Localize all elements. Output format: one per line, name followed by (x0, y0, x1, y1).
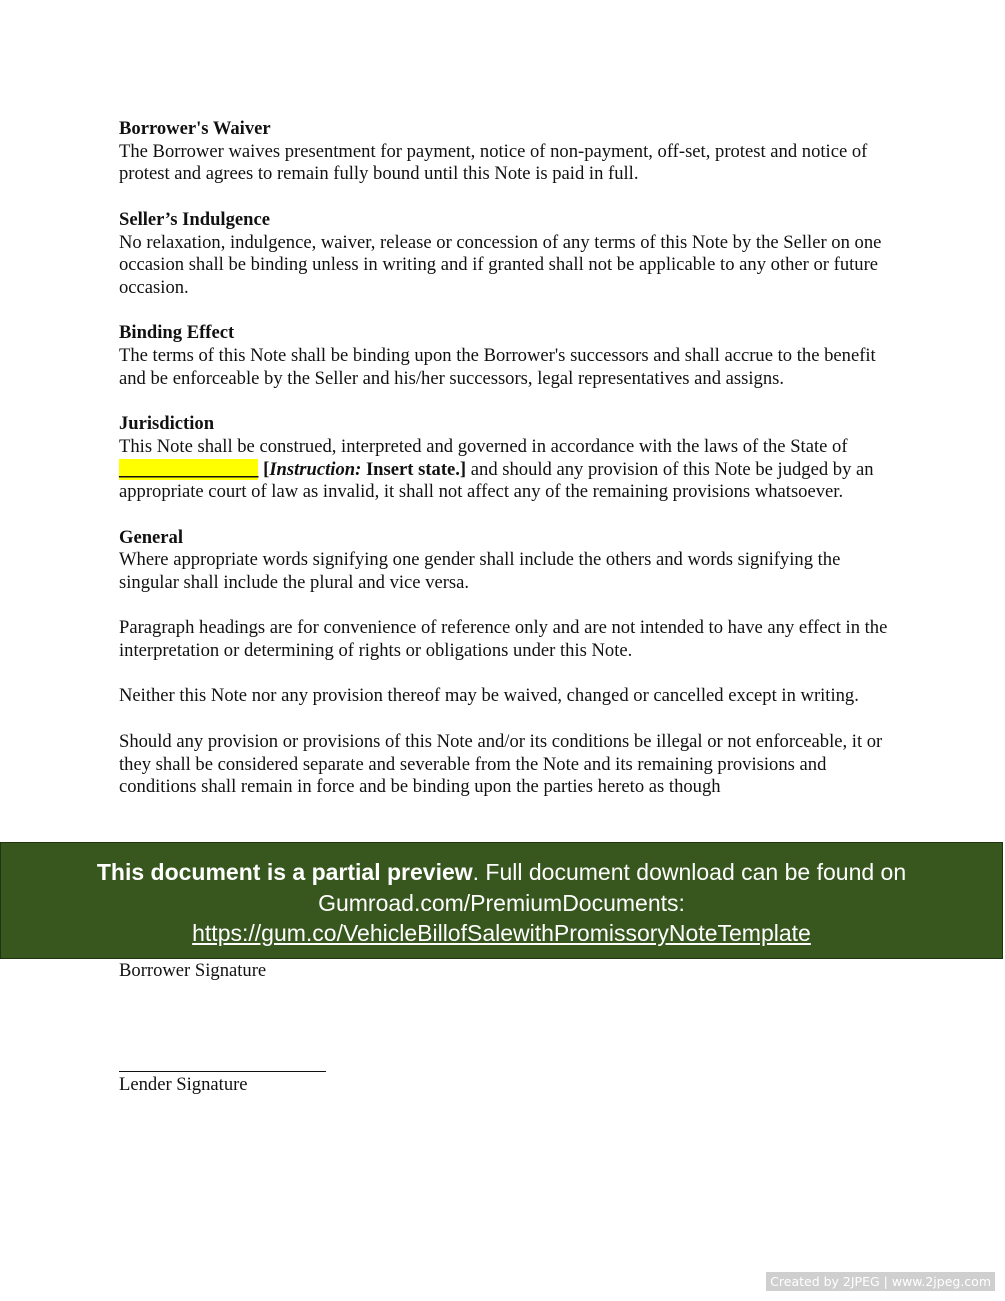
section-heading: Jurisdiction (119, 413, 215, 435)
lender-signature-line (119, 1071, 326, 1072)
general-paragraph: Paragraph headings are for convenience of reference only and are not intended to have any effect in the interpretation or determining of rights or obligations under this Note. (119, 617, 888, 662)
watermark: Created by 2JPEG | www.2jpeg.com (766, 1272, 995, 1291)
section-text (119, 436, 899, 504)
section-heading: General (119, 526, 184, 548)
section-sellers-indulgence (119, 209, 899, 300)
jurisdiction-text-after: and should any provision of this Note be judged by an appropriate court of law as invalid, it shall not affect any of the remaining provisions whatsoever. (119, 458, 874, 503)
section-text: No relaxation, indulgence, waiver, release or concession of any terms of this Note by the Seller on one occasion shall be binding unless in writing and if granted shall not be applicable to any other or future occasion. (119, 231, 882, 298)
banner-text: . Full document download can be found on Gumroad.com/PremiumDocuments: (318, 859, 907, 916)
document-body (119, 118, 899, 799)
lender-signature-label: Lender Signature (119, 1074, 248, 1095)
section-text: The Borrower waives presentment for payment, notice of non-payment, off-set, protest and notice of protest and agrees to remain fully bound until this Note is paid in full. (119, 140, 868, 185)
general-paragraph: Where appropriate words signifying one gender shall include the others and words signifying the singular shall include the plural and vice versa. (119, 549, 841, 593)
section-jurisdiction (119, 413, 899, 504)
banner-message (1, 857, 1002, 918)
general-paragraph: Neither this Note nor any provision thereof may be waived, changed or cancelled except in writing. (119, 685, 859, 707)
section-heading: Binding Effect (119, 322, 235, 344)
instruction-label: Instruction: (269, 458, 362, 480)
section-binding-effect (119, 322, 899, 390)
section-heading: Seller’s Indulgence (119, 208, 270, 230)
general-paragraph: Should any provision or provisions of this Note and/or its conditions be illegal or not enforceable, it or they shall be considered separate and severable from the Note and its remaining provisions and conditions shall remain in force and be binding upon the parties hereto as though (119, 730, 883, 798)
state-blank-field: _______________ (119, 458, 259, 480)
section-heading: Borrower's Waiver (119, 118, 271, 139)
partial-preview-banner (0, 842, 1003, 959)
jurisdiction-text-before: This Note shall be construed, interpreted and governed in accordance with the laws of the State of (119, 435, 848, 457)
section-borrowers-waiver (119, 118, 899, 186)
banner-bold-text: This document is a partial preview (96, 859, 473, 885)
section-text: The terms of this Note shall be binding upon the Borrower's successors and shall accrue to the benefit and be enforceable by the Seller and his/her successors, legal representatives and assigns. (119, 345, 876, 389)
instruction-open: [ (263, 458, 270, 480)
instruction-text: Insert state.] (361, 458, 467, 480)
download-link[interactable]: https://gum.co/VehicleBillofSalewithPromissoryNoteTemplate (192, 920, 811, 946)
borrower-signature-label: Borrower Signature (119, 960, 267, 981)
section-general (119, 527, 899, 799)
